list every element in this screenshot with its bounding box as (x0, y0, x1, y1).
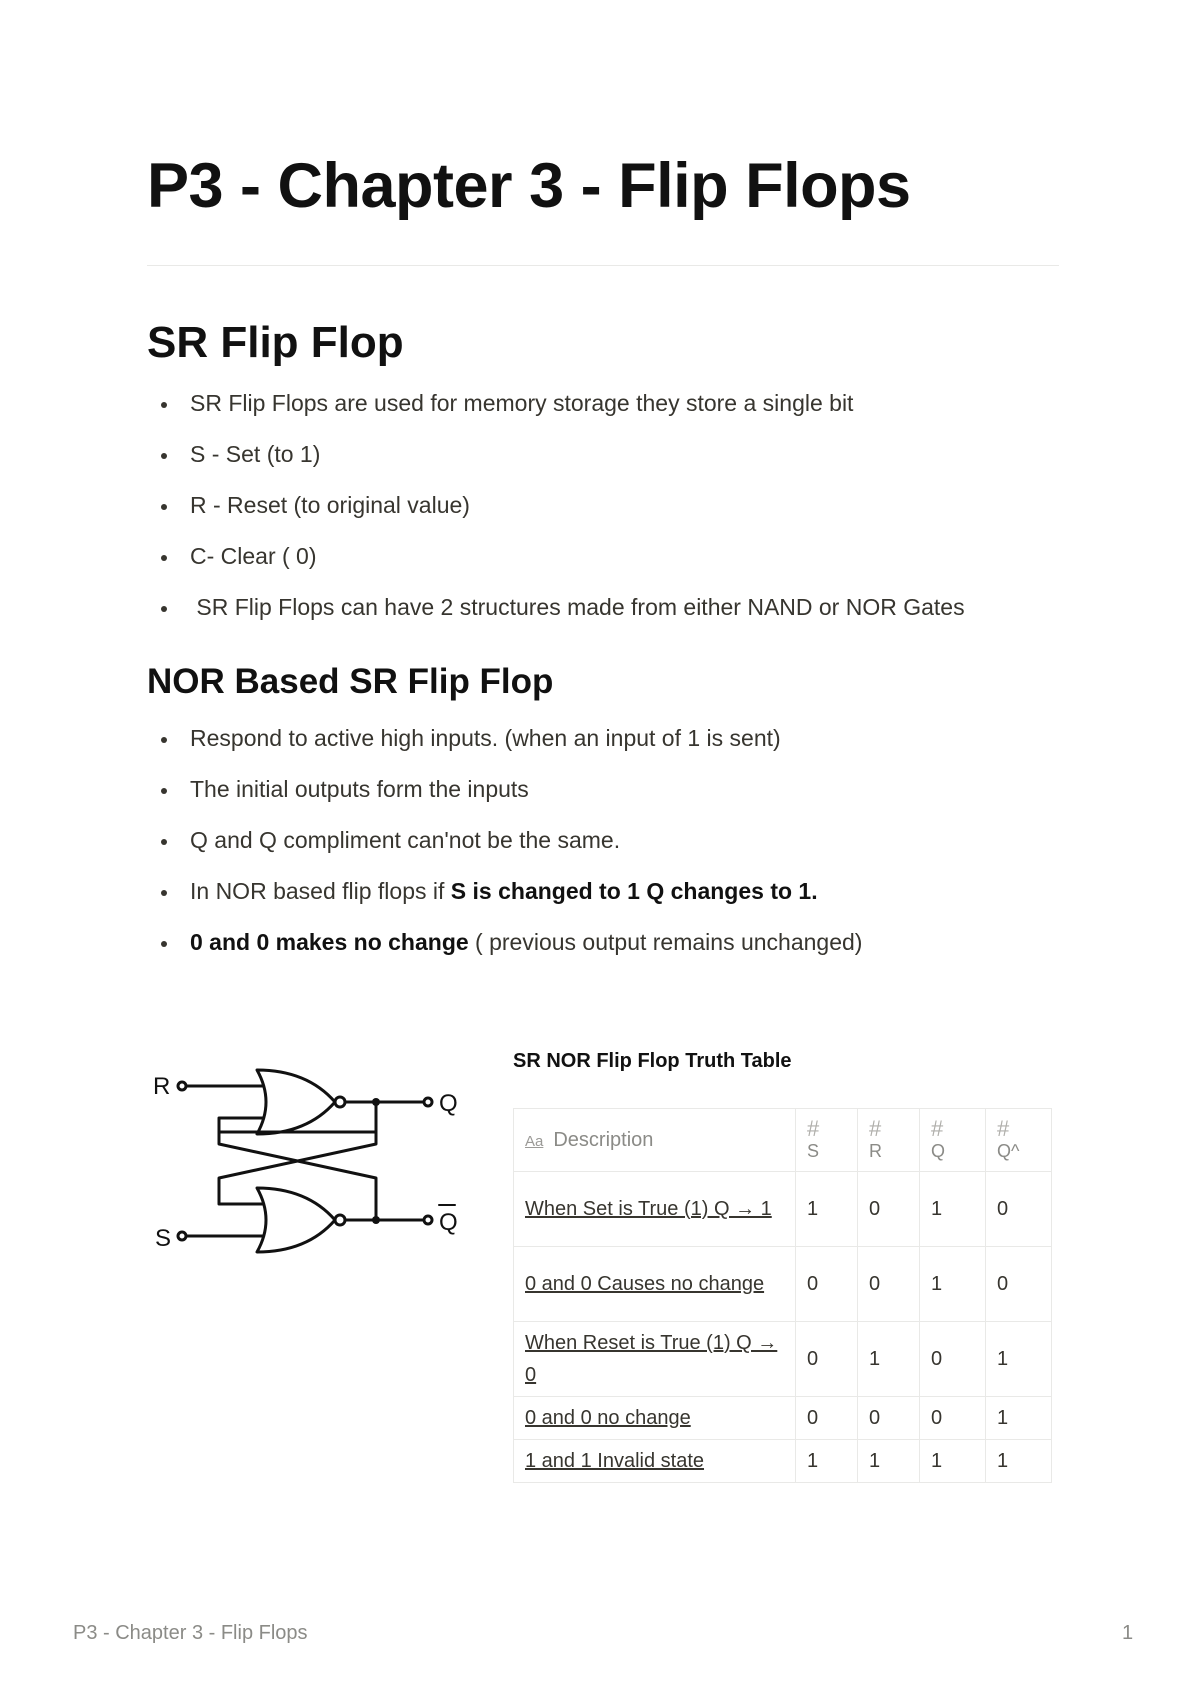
list-item (147, 876, 1059, 927)
cell-r: 0 (858, 1172, 920, 1247)
list-item: S - Set (to 1) (147, 439, 1059, 490)
divider (147, 265, 1059, 266)
column-header-label: R (869, 1141, 882, 1161)
cell-s: 0 (796, 1247, 858, 1322)
page-number: 1 (1122, 1622, 1134, 1644)
cell-q: 1 (920, 1247, 986, 1322)
table-row (514, 1397, 1052, 1440)
cell-r: 0 (858, 1247, 920, 1322)
column-header-label: S (807, 1141, 820, 1161)
number-property-icon: # (807, 1116, 820, 1141)
cell-s: 0 (796, 1322, 858, 1397)
output-qbar-terminal (424, 1216, 432, 1224)
column-header-description[interactable] (514, 1109, 796, 1172)
label-q-bar: Q (439, 1209, 458, 1236)
column-header-q[interactable] (920, 1109, 986, 1172)
label-s: S (155, 1225, 172, 1252)
output-q-terminal (424, 1098, 432, 1106)
list-item: R - Reset (to original value) (147, 490, 1059, 541)
heading-nor-sr-flip-flop: NOR Based SR Flip Flop (147, 662, 554, 701)
label-r: R (153, 1073, 171, 1100)
column-header-r[interactable] (858, 1109, 920, 1172)
table-title: SR NOR Flip Flop Truth Table (513, 1050, 792, 1072)
table-header-row (514, 1109, 1052, 1172)
row-description-link[interactable]: 1 and 1 Invalid state (514, 1440, 796, 1483)
cell-r: 0 (858, 1397, 920, 1440)
nor-gate-upper (257, 1070, 335, 1134)
table-row (514, 1247, 1052, 1322)
truth-table (513, 1108, 1052, 1483)
row-description-link[interactable]: When Reset is True (1) Q → 0 (514, 1322, 796, 1397)
page-title: P3 - Chapter 3 - Flip Flops (147, 151, 911, 221)
list-item (147, 927, 1059, 978)
list-item: SR Flip Flops can have 2 structures made from either NAND or NOR Gates (147, 592, 1059, 643)
cell-q-hat: 0 (986, 1172, 1052, 1247)
sr-nor-latch-diagram (147, 1050, 467, 1270)
cell-q: 1 (920, 1440, 986, 1483)
nor-bullet-list (147, 723, 1059, 978)
sr-bullet-list (147, 388, 1059, 643)
column-header-label: Q (931, 1141, 946, 1161)
table-row (514, 1322, 1052, 1397)
heading-sr-flip-flop: SR Flip Flop (147, 318, 404, 367)
list-item: Q and Q compliment can'not be the same. (147, 825, 1059, 876)
bold-text: 0 and 0 makes no change (190, 929, 469, 955)
number-property-icon: # (997, 1116, 1010, 1141)
list-item: The initial outputs form the inputs (147, 774, 1059, 825)
number-property-icon: # (869, 1116, 882, 1141)
bold-text: S is changed to 1 Q changes to 1. (450, 878, 818, 904)
list-item: SR Flip Flops are used for memory storage they store a single bit (147, 388, 1059, 439)
cell-s: 1 (796, 1172, 858, 1247)
cell-q-hat: 1 (986, 1397, 1052, 1440)
row-description-link[interactable]: 0 and 0 no change (514, 1397, 796, 1440)
nor-gate-lower (257, 1188, 335, 1252)
row-description-link[interactable]: When Set is True (1) Q → 1 (514, 1172, 796, 1247)
footer-title: P3 - Chapter 3 - Flip Flops (73, 1622, 308, 1644)
column-header-q-hat[interactable] (986, 1109, 1052, 1172)
column-header-label: Description (553, 1128, 654, 1151)
column-header-s[interactable] (796, 1109, 858, 1172)
list-item: C- Clear ( 0) (147, 541, 1059, 592)
label-q: Q (439, 1090, 458, 1117)
table-row (514, 1172, 1052, 1247)
cell-q-hat: 1 (986, 1440, 1052, 1483)
list-item: Respond to active high inputs. (when an input of 1 is sent) (147, 723, 1059, 774)
cell-s: 1 (796, 1440, 858, 1483)
cell-r: 1 (858, 1322, 920, 1397)
list-item-text: ( previous output remains unchanged) (468, 929, 863, 955)
cell-s: 0 (796, 1397, 858, 1440)
list-item-text: In NOR based flip flops if (190, 878, 451, 904)
cell-q: 0 (920, 1397, 986, 1440)
column-header-label: Q^ (997, 1141, 1020, 1161)
number-property-icon: # (931, 1116, 944, 1141)
table-row (514, 1440, 1052, 1483)
cell-q-hat: 1 (986, 1322, 1052, 1397)
cell-r: 1 (858, 1440, 920, 1483)
cell-q: 0 (920, 1322, 986, 1397)
title-property-icon: Aa (525, 1132, 544, 1150)
row-description-link[interactable]: 0 and 0 Causes no change (514, 1247, 796, 1322)
cell-q-hat: 0 (986, 1247, 1052, 1322)
cell-q: 1 (920, 1172, 986, 1247)
